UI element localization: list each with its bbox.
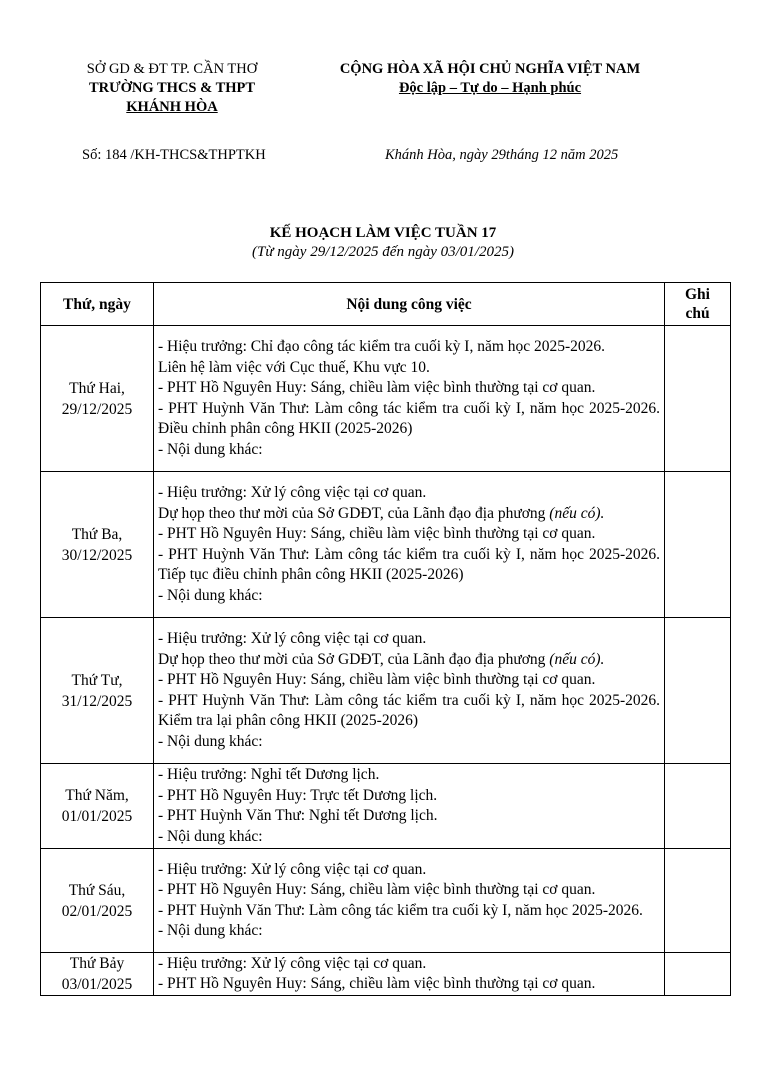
content-line: - Hiệu trưởng: Xử lý công việc tại cơ quan. [158,484,427,501]
content-line: - Hiệu trưởng: Xử lý công việc tại cơ quan. [158,630,427,647]
table-row [41,764,731,849]
day-name: Thứ Ba, [71,525,123,543]
content-line: - Nội dung khác: [158,440,263,458]
content-line: - PHT Huỳnh Văn Thư: Làm công tác kiểm tra cuối kỳ I, năm học 2025-2026. Tiếp tục điều chỉnh phân công HKII (2025-2026) [158,545,660,583]
content-cell [154,849,665,953]
day-cell [41,849,154,953]
content-line: - PHT Hồ Nguyên Huy: Trực tết Dương lịch. [158,786,438,804]
content-line: - PHT Hồ Nguyên Huy: Sáng, chiều làm việc bình thường tại cơ quan. [158,525,596,542]
header-content: Nội dung công việc [154,283,665,326]
content-cell [154,618,665,764]
day-date: 31/12/2025 [61,692,133,710]
content-line: - PHT Huỳnh Văn Thư: Làm công tác kiểm tra cuối kỳ I, năm học 2025-2026. Kiểm tra lại phân công HKII (2025-2026) [158,691,660,729]
agency-name: SỞ GD & ĐT TP. CẦN THƠ [86,61,258,77]
document-date: Khánh Hòa, ngày 29tháng 12 năm 2025 [385,147,619,163]
table-row [41,472,731,618]
table-header-row [41,283,731,326]
content-cell [154,764,665,849]
note-cell [665,472,731,618]
content-line: - PHT Huỳnh Văn Thư: Làm công tác kiểm tra cuối kỳ I, năm học 2025-2026. [158,901,643,919]
school-name-line2: KHÁNH HÒA [126,99,218,115]
national-header-block [300,60,680,98]
doc-number-prefix: Số: [82,147,105,163]
day-cell [41,764,154,849]
content-line: - Hiệu trưởng: Xử lý công việc tại cơ quan. [158,954,427,972]
content-line: - PHT Huỳnh Văn Thư: Làm công tác kiểm tra cuối kỳ I, năm học 2025-2026. Điều chỉnh phân công HKII (2025-2026) [158,399,660,437]
day-cell [41,326,154,472]
day-cell [41,618,154,764]
content-cell [154,326,665,472]
content-line: - Nội dung khác: [158,922,263,939]
header-day: Thứ, ngày [41,283,154,326]
italic-note: (nếu có). [549,650,605,668]
document-number [82,147,266,164]
school-name-line1: TRƯỜNG THCS & THPT [88,80,256,96]
day-name: Thứ Hai, [69,379,125,397]
content-text: Dự họp theo thư mời của Sở GDĐT, của Lãnh đạo địa phương [158,504,546,522]
day-name: Thứ Năm, [65,787,129,804]
table-row [41,618,731,764]
note-cell [665,764,731,849]
content-line: - Nội dung khác: [158,732,263,750]
content-line: - Nội dung khác: [158,827,263,845]
day-name: Thứ Sáu, [68,881,126,899]
plan-title: KẾ HOẠCH LÀM VIỆC TUẦN 17 [269,225,497,241]
table-row [41,326,731,472]
content-line: Liên hệ làm việc với Cục thuế, Khu vực 10. [158,358,430,376]
doc-number-value: 184 [104,147,127,163]
day-cell [41,953,154,996]
content-line: - PHT Huỳnh Văn Thư: Nghỉ tết Dương lịch. [158,807,438,824]
note-cell [665,326,731,472]
content-cell [154,953,665,996]
table-row [41,953,731,996]
content-line: - PHT Hồ Nguyên Huy: Sáng, chiều làm việc bình thường tại cơ quan. [158,975,596,992]
content-line: - PHT Hồ Nguyên Huy: Sáng, chiều làm việc bình thường tại cơ quan. [158,881,596,898]
content-line: - PHT Hồ Nguyên Huy: Sáng, chiều làm việc bình thường tại cơ quan. [158,671,596,688]
day-date: 30/12/2025 [61,546,133,564]
day-cell [41,472,154,618]
italic-note: (nếu có). [549,504,605,522]
day-name: Thứ Tư, [71,671,123,689]
table-row [41,849,731,953]
weekly-plan-table [40,282,731,996]
note-cell [665,953,731,996]
content-line-with-note [158,650,660,671]
day-date: 02/01/2025 [61,902,133,920]
national-motto: Độc lập – Tự do – Hạnh phúc [398,80,582,96]
content-line-with-note [158,504,660,525]
day-name: Thứ Bảy [69,955,125,972]
content-text: Dự họp theo thư mời của Sở GDĐT, của Lãnh đạo địa phương [158,650,546,668]
day-date: 03/01/2025 [61,976,133,993]
note-cell [665,849,731,953]
plan-subtitle: (Từ ngày 29/12/2025 đến ngày 03/01/2025) [252,244,514,260]
country-name: CỘNG HÒA XÃ HỘI CHỦ NGHĨA VIỆT NAM [339,61,641,77]
content-line: - Hiệu trưởng: Chỉ đạo công tác kiểm tra cuối kỳ I, năm học 2025-2026. [158,338,606,355]
content-line: - Hiệu trưởng: Xử lý công việc tại cơ quan. [158,860,427,878]
note-cell [665,618,731,764]
day-date: 01/01/2025 [61,808,133,825]
day-date: 29/12/2025 [61,400,133,418]
content-line: - PHT Hồ Nguyên Huy: Sáng, chiều làm việc bình thường tại cơ quan. [158,379,596,396]
content-cell [154,472,665,618]
header-note: Ghi chú [665,283,731,326]
issuing-agency-block [58,60,286,117]
content-line: - Nội dung khác: [158,586,263,604]
doc-number-suffix: /KH-THCS&THPTKH [126,147,266,163]
content-line: - Hiệu trưởng: Nghỉ tết Dương lịch. [158,766,380,783]
